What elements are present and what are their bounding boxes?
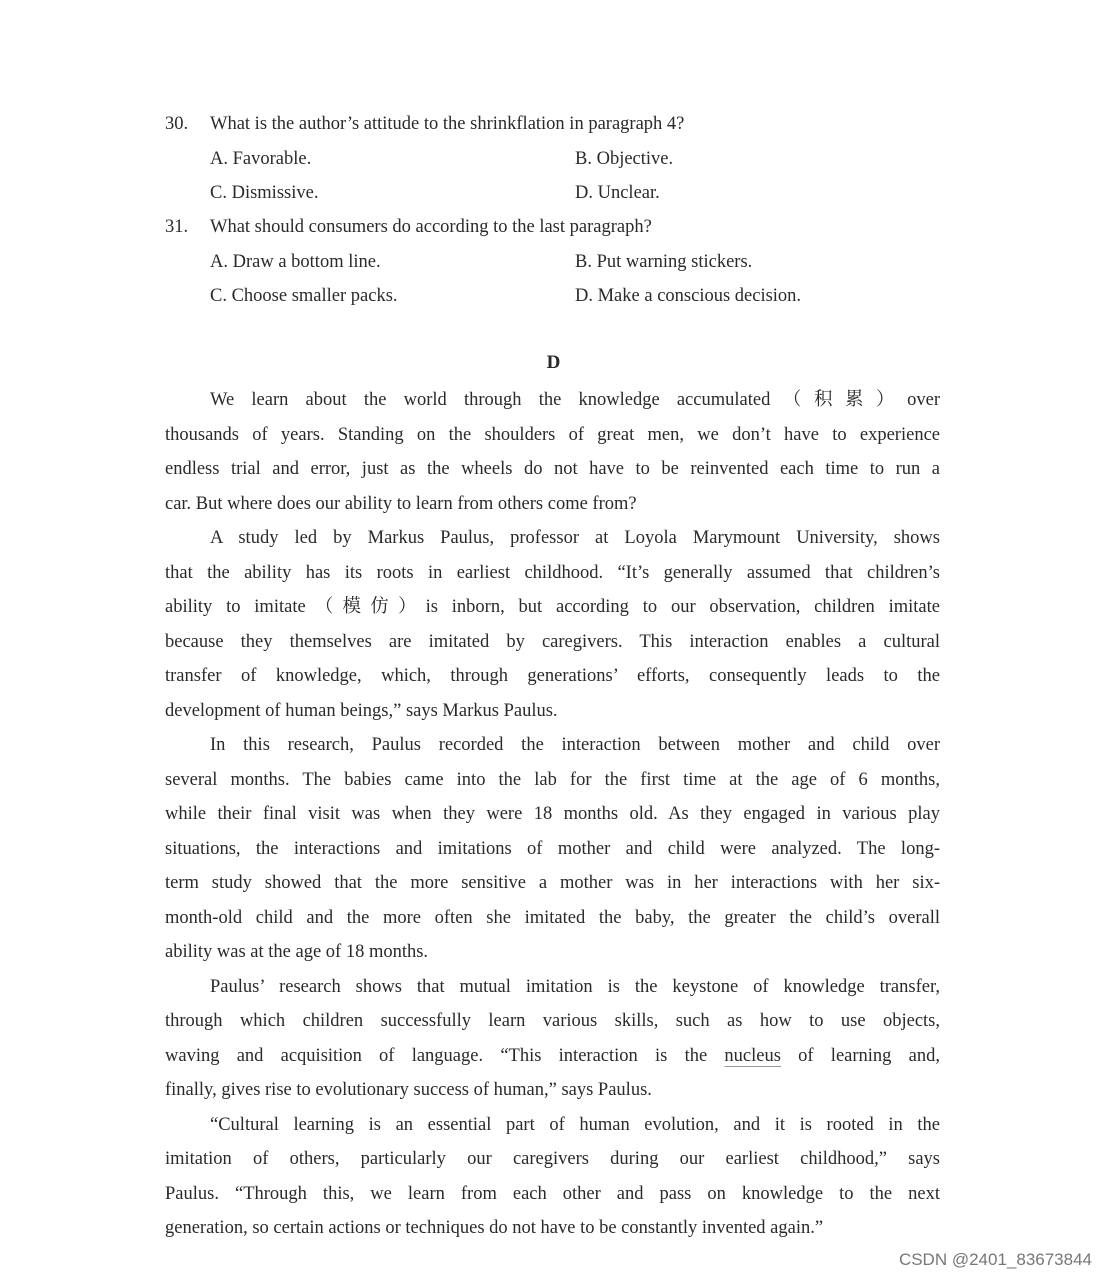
text-line: generation, so certain actions or techniques do not have to be constantly invented again.” bbox=[165, 1218, 824, 1238]
text-line: ability was at the age of 18 months. bbox=[165, 942, 429, 962]
question-31 bbox=[165, 210, 940, 314]
paragraph bbox=[165, 1108, 940, 1246]
option-a: A. Draw a bottom line. bbox=[210, 251, 381, 272]
text-line: A study led by Markus Paulus, professor at Loyola Marymount University, shows bbox=[210, 528, 940, 548]
text-line: that the ability has its roots in earliest childhood. “It’s generally assumed that children’s bbox=[165, 562, 940, 583]
text-line: car. But where does our ability to learn from others come from? bbox=[165, 493, 637, 514]
text-line: Paulus’ research shows that mutual imitation is the keystone of knowledge transfer, bbox=[210, 976, 940, 997]
text-line bbox=[165, 1039, 940, 1074]
text-segment: of learning and, bbox=[780, 1045, 940, 1066]
text-line: while their final visit was when they were 18 months old. As they engaged in various play bbox=[165, 804, 940, 824]
question-text: What should consumers do according to the last paragraph? bbox=[210, 217, 652, 237]
option-c: C. Choose smaller packs. bbox=[210, 286, 398, 306]
option-d: D. Unclear. bbox=[575, 183, 660, 203]
reading-passage bbox=[165, 383, 940, 1246]
text-line: In this research, Paulus recorded the interaction between mother and child over bbox=[210, 735, 940, 755]
text-line: through which children successfully learn various skills, such as how to use objects, bbox=[165, 1011, 940, 1031]
paragraph bbox=[165, 521, 940, 728]
option-b: B. Put warning stickers. bbox=[575, 251, 753, 272]
text-line: several months. The babies came into the lab for the first time at the age of 6 months, bbox=[165, 769, 940, 790]
text-line: transfer of knowledge, which, through generations’ efforts, consequently leads to the bbox=[165, 666, 940, 686]
underlined-word: nucleus bbox=[724, 1045, 781, 1066]
text-line: “Cultural learning is an essential part of human evolution, and it is rooted in the bbox=[210, 1114, 940, 1135]
watermark: CSDN @2401_83673844 bbox=[898, 1250, 1092, 1269]
text-line: month-old child and the more often she imitated the baby, the greater the child’s overall bbox=[165, 907, 940, 928]
question-number: 31. bbox=[165, 217, 189, 237]
text-line: imitation of others, particularly our caregivers during our earliest childhood,” says bbox=[165, 1149, 940, 1169]
text-line: situations, the interactions and imitations of mother and child were analyzed. The long- bbox=[165, 838, 940, 859]
text-line: development of human beings,” says Markus Paulus. bbox=[165, 700, 558, 721]
text-line: endless trial and error, just as the wheels do not have to be reinvented each time to run a bbox=[165, 459, 940, 479]
text-line: because they themselves are imitated by caregivers. This interaction enables a cultural bbox=[165, 631, 940, 652]
text-segment: waving and acquisition of language. “This interaction is the bbox=[165, 1045, 725, 1066]
question-30 bbox=[165, 107, 940, 211]
text-line: Paulus. “Through this, we learn from each other and pass on knowledge to the next bbox=[165, 1183, 940, 1204]
option-c: C. Dismissive. bbox=[210, 183, 319, 203]
section-heading: D bbox=[546, 352, 561, 373]
paragraph bbox=[165, 970, 940, 1108]
question-text: What is the author’s attitude to the shrinkflation in paragraph 4? bbox=[210, 114, 685, 134]
paragraph bbox=[165, 728, 940, 970]
text-line: term study showed that the more sensitive a mother was in her interactions with her six- bbox=[165, 873, 940, 893]
option-a: A. Favorable. bbox=[210, 148, 312, 169]
text-line: finally, gives rise to evolutionary success of human,” says Paulus. bbox=[165, 1080, 652, 1100]
question-number: 30. bbox=[165, 114, 189, 134]
paragraph bbox=[165, 383, 940, 521]
text-line: ability to imitate（模仿）is inborn, but according to our observation, children imitate bbox=[165, 597, 940, 617]
text-line: thousands of years. Standing on the shoulders of great men, we don’t have to experience bbox=[165, 424, 940, 445]
option-b: B. Objective. bbox=[575, 148, 674, 169]
text-line: We learn about the world through the knowledge accumulated（积累）over bbox=[210, 390, 940, 410]
option-d: D. Make a conscious decision. bbox=[575, 286, 802, 306]
